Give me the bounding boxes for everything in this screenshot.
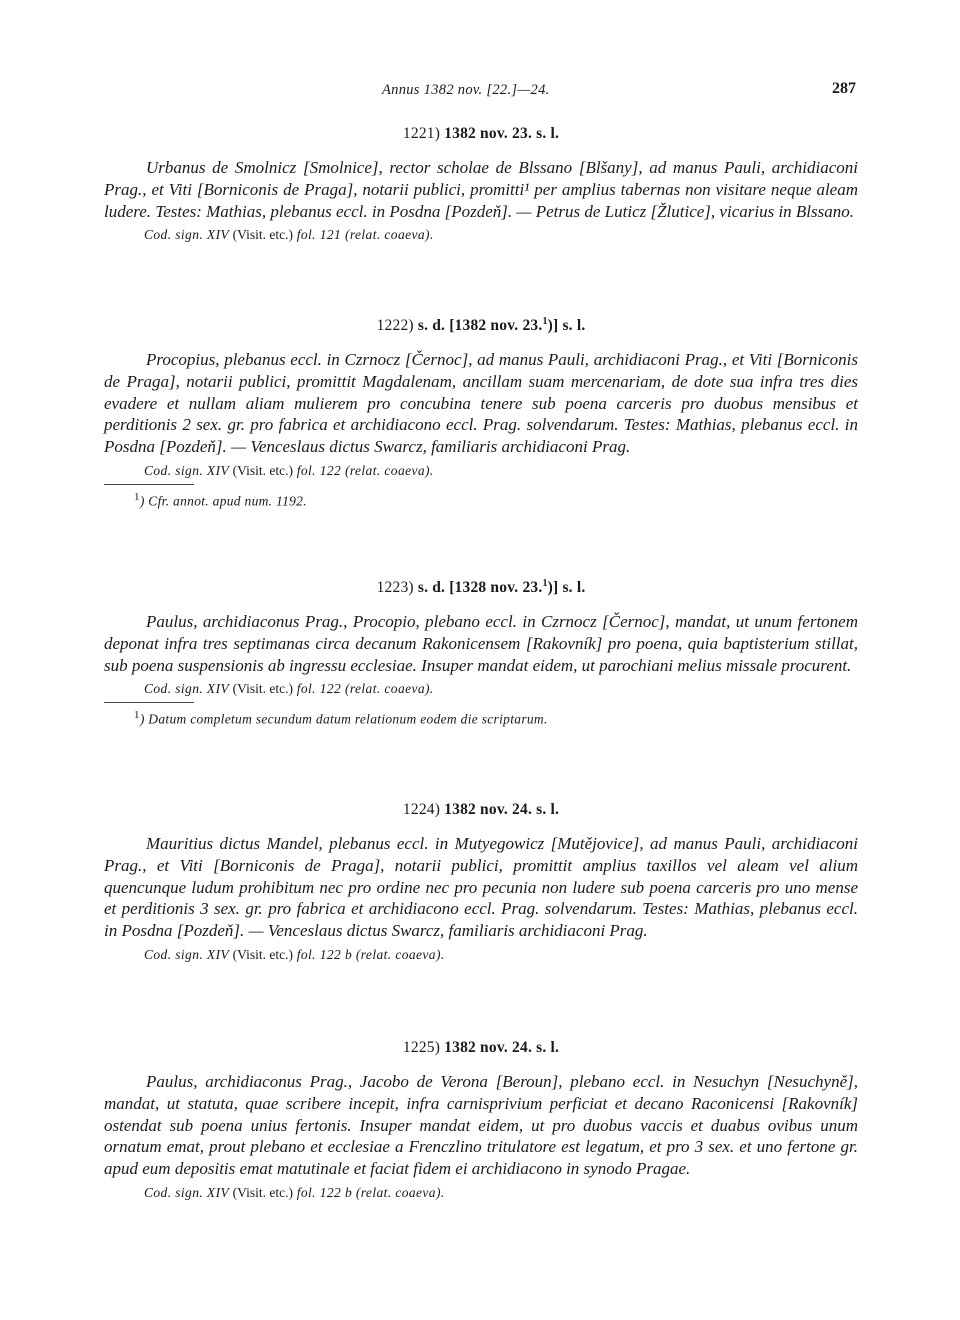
entry-text: Paulus, archidiaconus Prag., Jacobo de Verona [Beroun], plebano eccl. in Nesuchyn [Nesuchyně], mandat, ut statuta, quae scribere incepit, infra carnisprivium perficiat et decano Raconicensi [Rakovník] ostendat sub poena unius fertonis. Insuper mandat eidem, ut pro duobus vaccis et duabus ovibus unum ornatum emat, prout plebano et ecclesiae a Frenczlino tritulatore est legatum, et pro 3 sex. et uno fertone gr. apud eum depositis emat matutinale et faciat fidem ei archidiacono in synodo Pragae. [104, 1072, 858, 1179]
entry-date: 1382 nov. 24. s. l. [444, 801, 560, 818]
footnote-rule [104, 484, 194, 485]
source-prefix: Cod. sign. [144, 462, 204, 478]
source-citation [104, 462, 858, 480]
source-sign: XIV [206, 946, 229, 962]
source-sign: XIV [206, 462, 229, 478]
source-prefix: Cod. sign. [144, 227, 204, 243]
running-head [0, 80, 960, 104]
source-note: (Visit. etc.) [232, 681, 293, 697]
source-prefix: Cod. sign. [144, 681, 204, 697]
entry-number: 1222) [376, 317, 414, 334]
page-number: 287 [832, 80, 856, 97]
footnote: $^1$) Cfr. annot. apud num. 1192. [134, 490, 307, 509]
source-citation [104, 226, 858, 244]
source-note: (Visit. etc.) [232, 946, 293, 962]
source-folio: fol. 122 (relat. coaeva). [296, 681, 434, 697]
entry-date: s. d. [1328 nov. 23.$^1$)] s. l. [417, 577, 586, 596]
source-note: (Visit. etc.) [232, 1184, 293, 1200]
source-citation [104, 1184, 858, 1202]
source-folio: fol. 122 b (relat. coaeva). [296, 946, 445, 962]
source-prefix: Cod. sign. [144, 1184, 204, 1200]
source-note: (Visit. etc.) [232, 227, 293, 243]
footnote-rule [104, 702, 194, 703]
entry-1224 [104, 800, 858, 964]
entry-heading [104, 316, 858, 338]
entry-1222 [104, 316, 858, 510]
source-sign: XIV [206, 681, 229, 697]
source-folio: fol. 121 (relat. coaeva). [296, 227, 434, 243]
source-note: (Visit. etc.) [232, 462, 293, 478]
entry-heading [104, 1038, 858, 1060]
entry-date: 1382 nov. 24. s. l. [444, 1039, 560, 1056]
entry-number: 1221) [402, 125, 441, 142]
entry-1225 [104, 1038, 858, 1202]
entry-number: 1224) [402, 801, 441, 818]
entry-1221 [104, 124, 858, 244]
entry-text: Procopius, plebanus eccl. in Czrnocz [Černoc], ad manus Pauli, archidiaconi Prag., et Viti [Borniconis de Praga], notarii publici, promittit Magdalenam, ancillam suam mercenariam, de dote sua infra tres dies evadere et nullam aliam mulierem pro concubina tenere sub poena carceris pro duobus mensibus et perditionis 2 sex. gr. pro fabrica et archidiacono eccl. Prag. solvendarum. Testes: Mathias, plebanus eccl. in Posdna [Pozdeň]. — Venceslaus dictus Swarcz, familiaris archidiaconi Prag. [104, 350, 858, 457]
source-sign: XIV [206, 1184, 229, 1200]
footnote: $^1$) Datum completum secundum datum relationum eodem die scriptarum. [134, 709, 548, 727]
entry-text: Urbanus de Smolnicz [Smolnice], rector scholae de Blssano [Blšany], ad manus Pauli, archidiaconi Prag., et Viti [Borniconis de Praga], notarii publici, promitti¹ per amplius tabernas non visitare neque aleam ludere. Testes: Mathias, plebanus eccl. in Posdna [Pozdeň]. — Petrus de Luticz [Žlutice], vicarius in Blssano. [104, 158, 858, 221]
running-title: Annus 1382 nov. [22.]—24. [382, 82, 550, 98]
entry-date: 1382 nov. 23. s. l. [444, 125, 560, 142]
source-folio: fol. 122 (relat. coaeva). [296, 462, 434, 478]
entry-heading [104, 124, 858, 146]
entry-heading [104, 578, 858, 600]
entry-heading [104, 800, 858, 822]
source-citation [104, 946, 858, 964]
source-prefix: Cod. sign. [144, 946, 204, 962]
entry-text: Mauritius dictus Mandel, plebanus eccl. in Mutyegowicz [Mutějovice], ad manus Pauli, archidiaconi Prag., et Viti [Borniconis de Praga], notarii publici, promittit amplius taxillos vel aleam vel alium quencunque ludum prohibitum nec pro ordine nec pro pecunia non ludere sub poena carceris pro uno mense et perditionis 3 sex. gr. pro fabrica et archidiacono eccl. Prag. solvendarum. Testes: Mathias, plebanus eccl. in Posdna [Pozdeň]. — Venceslaus dictus Swarcz, familiaris archidiaconi Prag. [104, 834, 858, 941]
entry-1223 [104, 578, 858, 729]
source-citation [104, 680, 858, 698]
source-sign: XIV [206, 227, 229, 243]
entry-text: Paulus, archidiaconus Prag., Procopio, plebano eccl. in Czrnocz [Černoc], mandat, ut unum fertonem deponat infra tres septimanas circa decanum Rakonicensem [Rakovník] pro poena, quia baptisterium stillat, sub poena suspensionis ab ingressu ecclesiae. Insuper mandat eidem, ut parochiani melius missale procurent. [104, 612, 858, 675]
entry-number: 1223) [376, 579, 414, 596]
entry-number: 1225) [402, 1039, 441, 1056]
entry-date: s. d. [1382 nov. 23.$^1$)] s. l. [417, 315, 586, 334]
source-folio: fol. 122 b (relat. coaeva). [296, 1184, 445, 1200]
